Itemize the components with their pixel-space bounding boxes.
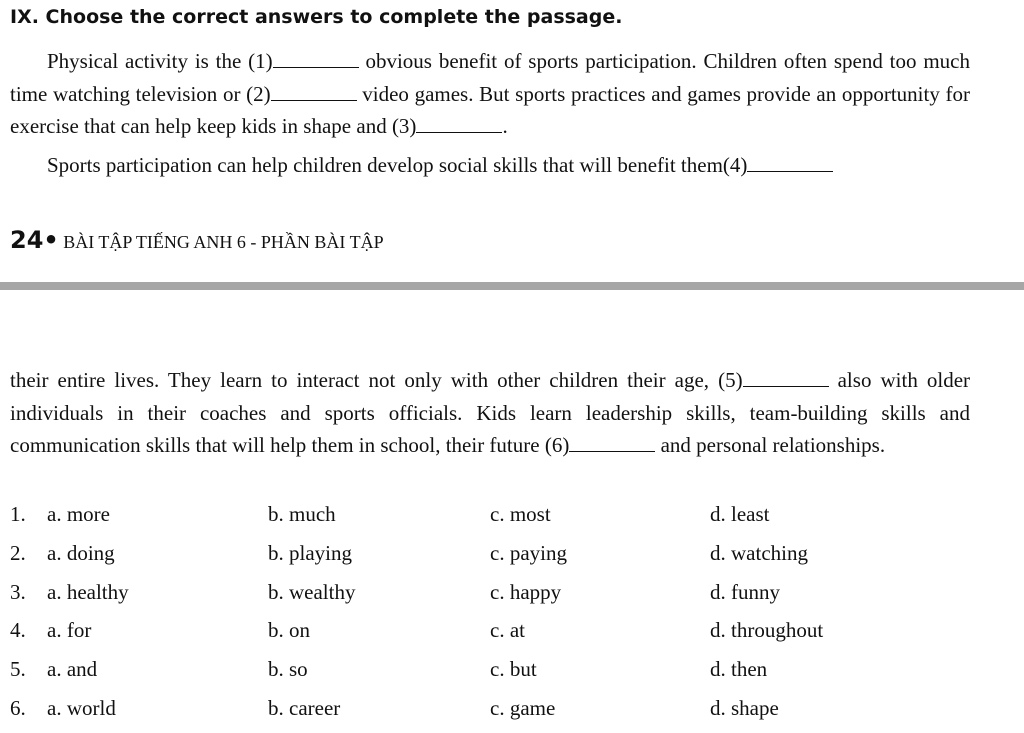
- option-d[interactable]: d. least: [710, 502, 770, 526]
- book-title: BÀI TẬP TIẾNG ANH 6 - PHẦN BÀI TẬP: [58, 232, 384, 252]
- option-c[interactable]: c. happy: [490, 579, 562, 604]
- passage-text: also with older individuals in their coaches and sports officials. Kids learn leadership skills, team-building skills and communication skills that will help them in school, their future (6): [10, 368, 971, 458]
- option-d[interactable]: d. funny: [710, 579, 780, 604]
- passage-paragraph-1: [10, 45, 970, 143]
- blank-3: [416, 112, 502, 133]
- question-number: 1.: [10, 502, 26, 526]
- option-a[interactable]: a. world: [47, 695, 116, 720]
- page-number: 24•: [10, 226, 59, 254]
- question-row: [10, 539, 1010, 578]
- passage-text: Physical activity is the (1): [47, 49, 273, 73]
- option-b[interactable]: b. wealthy: [268, 579, 356, 604]
- passage-text: video games. But sports practices and games provide an opportunity for exercise that can help keep kids in shape and (3): [10, 81, 970, 138]
- option-c[interactable]: c. paying: [490, 540, 567, 565]
- option-a[interactable]: a. and: [47, 657, 98, 682]
- page-divider: [0, 282, 1024, 290]
- option-b[interactable]: b. so: [268, 657, 308, 682]
- passage-text: .: [502, 114, 508, 138]
- option-b[interactable]: b. much: [268, 502, 336, 526]
- question-row: [10, 694, 1010, 733]
- question-number: 2.: [10, 540, 26, 565]
- question-row: [10, 500, 1010, 539]
- blank-2: [271, 80, 357, 101]
- question-number: 5.: [10, 657, 26, 682]
- passage-text: and personal relationships.: [655, 433, 886, 458]
- answer-options: [10, 500, 1010, 733]
- option-d[interactable]: d. watching: [710, 540, 808, 565]
- blank-6: [569, 431, 655, 452]
- option-b[interactable]: b. playing: [268, 540, 352, 565]
- option-a[interactable]: a. doing: [47, 540, 115, 565]
- option-b[interactable]: b. career: [268, 695, 341, 720]
- option-a[interactable]: a. more: [47, 502, 110, 526]
- question-number: 6.: [10, 695, 26, 720]
- option-d[interactable]: d. throughout: [710, 618, 824, 643]
- option-a[interactable]: a. healthy: [47, 579, 129, 604]
- option-c[interactable]: c. at: [490, 618, 525, 643]
- passage-paragraph-2: [10, 149, 970, 182]
- passage-text: Sports participation can help children develop social skills that will benefit them(4): [47, 153, 748, 177]
- option-d[interactable]: d. then: [710, 657, 768, 682]
- blank-4: [747, 151, 833, 172]
- blank-5: [743, 366, 829, 387]
- passage-text: their entire lives. They learn to interact not only with other children their age, (5): [10, 368, 743, 392]
- question-row: [10, 655, 1010, 694]
- option-a[interactable]: a. for: [47, 618, 92, 643]
- option-d[interactable]: d. shape: [710, 695, 779, 720]
- question-row: [10, 578, 1010, 617]
- question-number: 3.: [10, 579, 26, 604]
- option-b[interactable]: b. on: [268, 618, 310, 643]
- exercise-heading: IX. Choose the correct answers to complete the passage.: [10, 6, 623, 28]
- page-footer: [10, 226, 384, 254]
- blank-1: [273, 47, 359, 68]
- option-c[interactable]: c. most: [490, 502, 551, 526]
- passage-paragraph-3: [10, 364, 970, 462]
- question-row: [10, 616, 1010, 655]
- question-number: 4.: [10, 618, 26, 643]
- option-c[interactable]: c. but: [490, 657, 537, 682]
- passage-text: obvious benefit of sports participation. Children often spend too much time watching television or (2): [10, 49, 970, 106]
- option-c[interactable]: c. game: [490, 695, 556, 720]
